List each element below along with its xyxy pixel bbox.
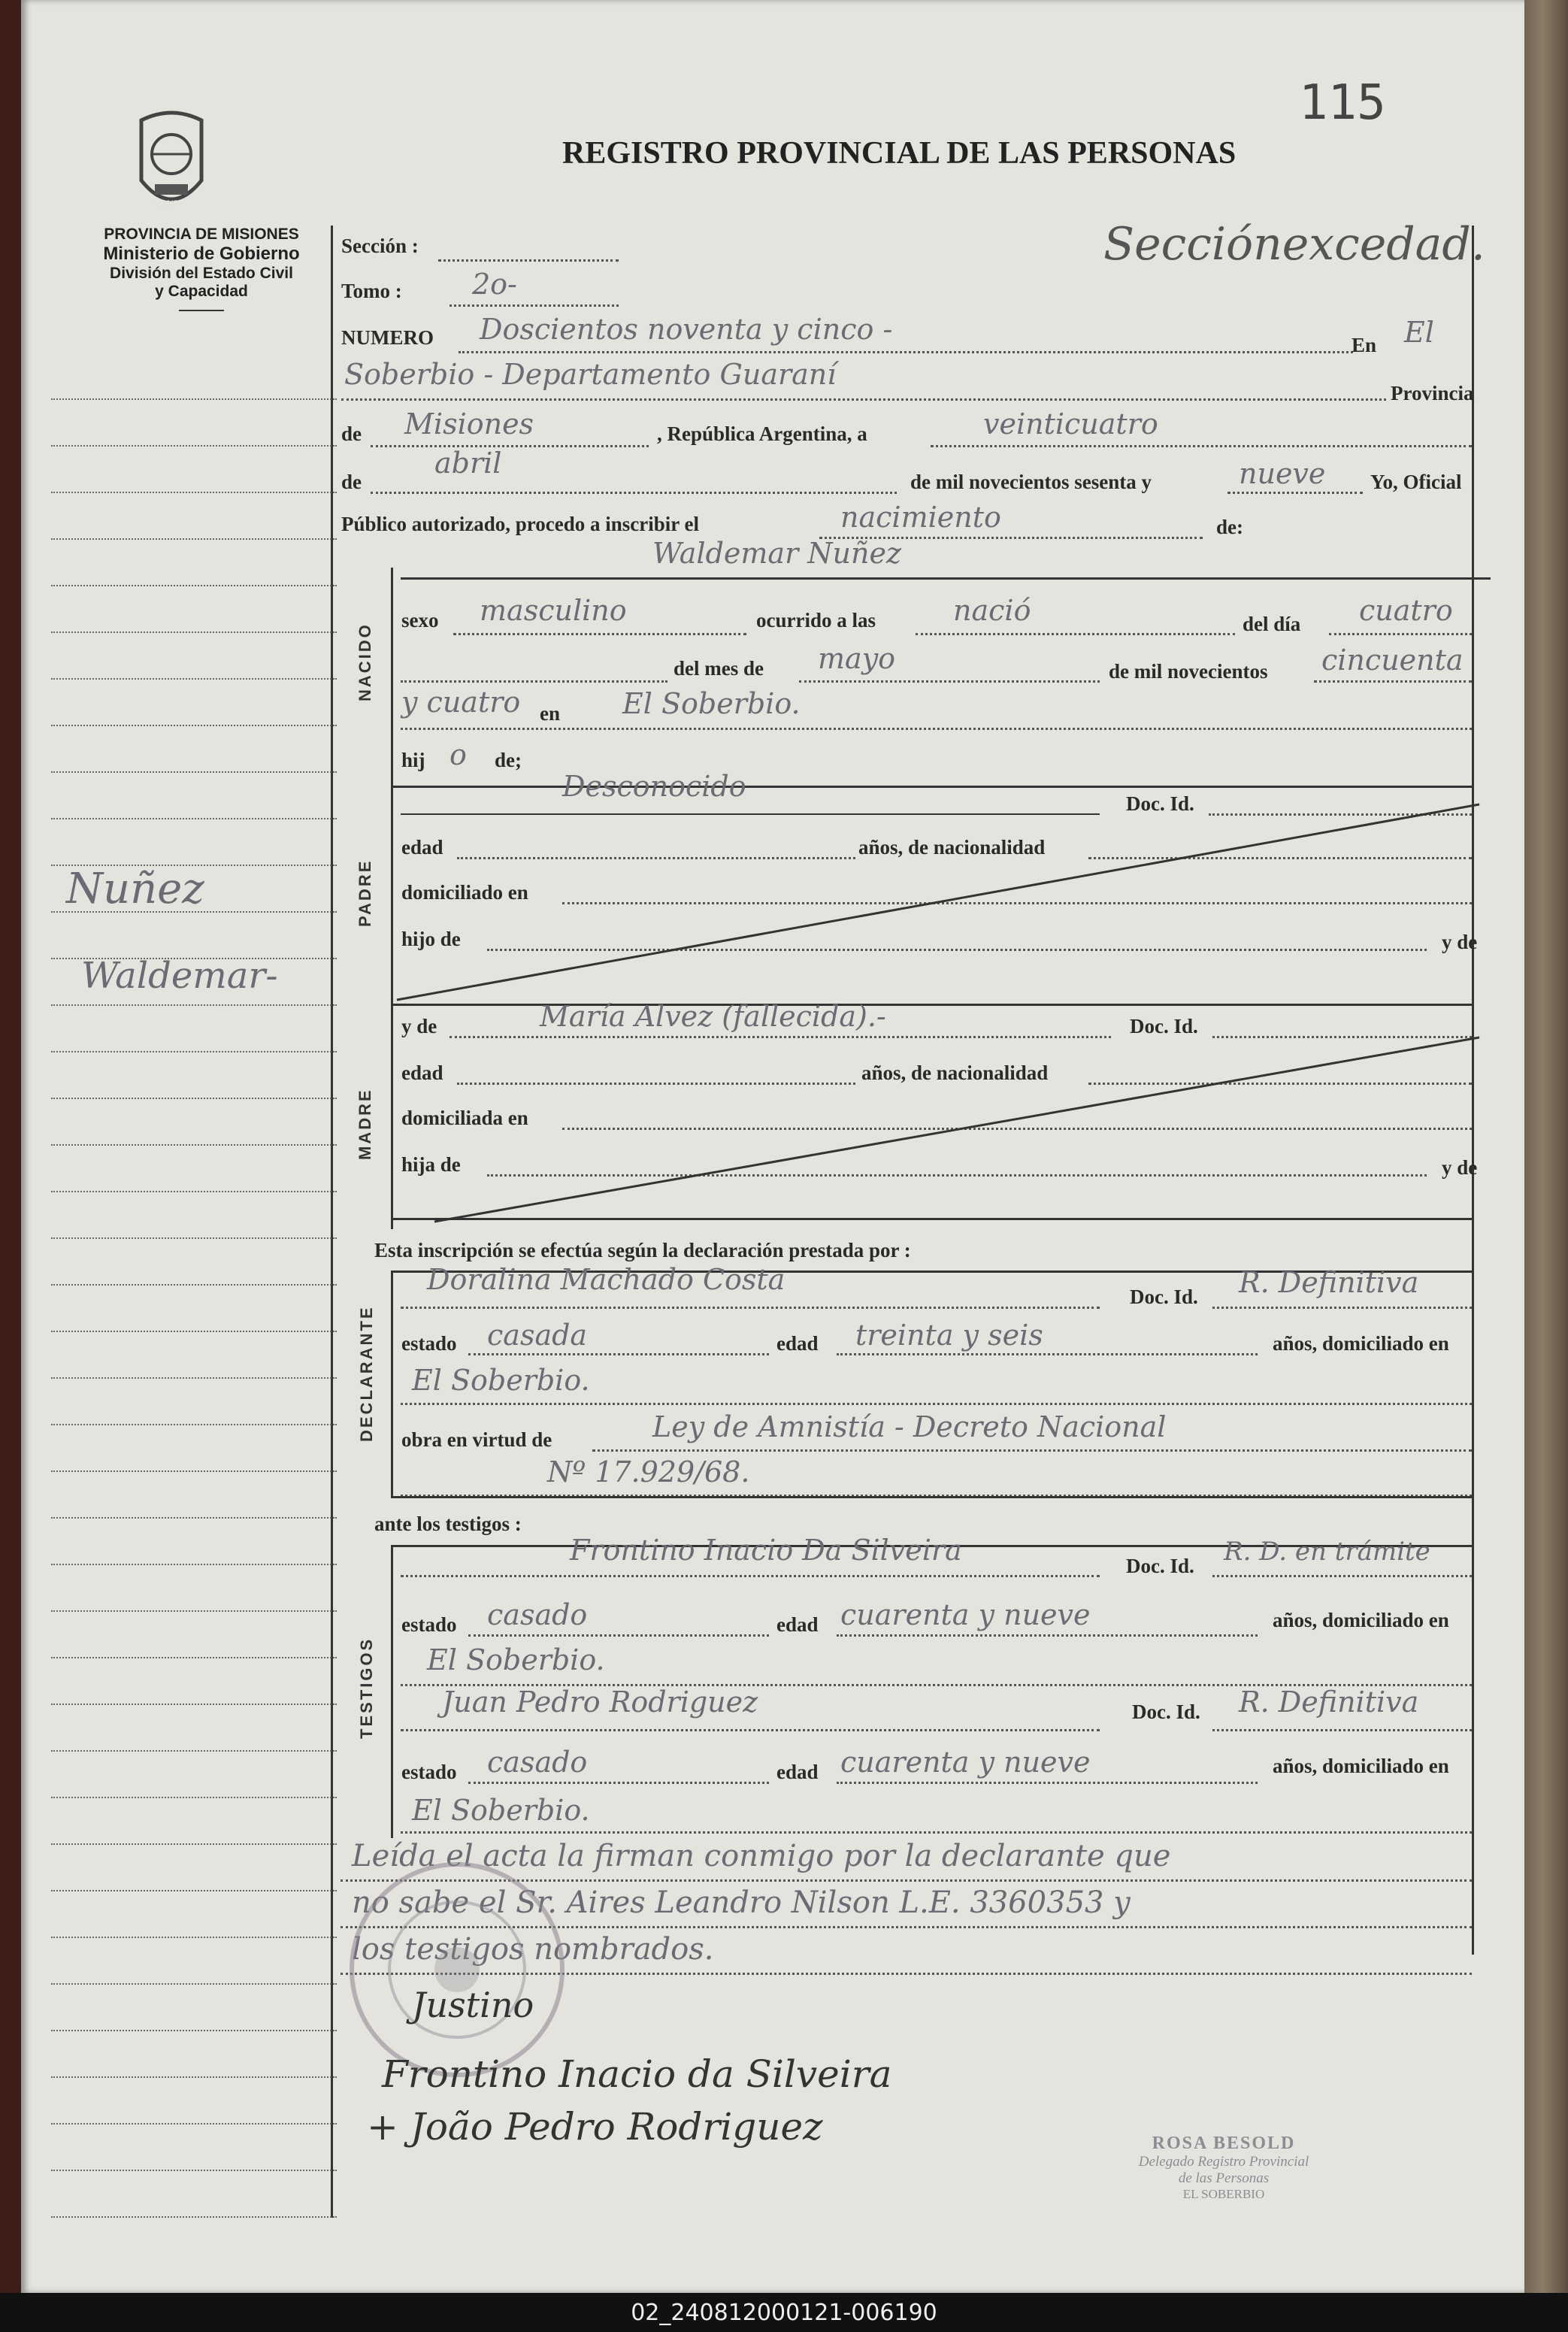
label-doc-id-declarante: Doc. Id. [1130,1286,1198,1308]
label-en-2: en [540,702,560,725]
label-en: En [1352,334,1377,356]
margin-dotted-line [51,1890,337,1891]
margin-dotted-line [51,1098,337,1099]
margin-dotted-line [51,865,337,866]
margin-dotted-line [51,2123,337,2125]
label-doc-id-testigo1: Doc. Id. [1126,1555,1194,1577]
label-ocurrido: ocurrido a las [756,609,876,631]
margin-dotted-line [51,538,337,540]
label-de-semicolon: de; [495,749,522,771]
value-mes-nac: mayo [818,642,896,675]
margin-dotted-line [51,631,337,633]
note-line-1: Leída el acta la firman conmigo por la declarante que [352,1839,1171,1873]
label-domiciliada-madre: domiciliada en [401,1107,528,1129]
margin-dotted-line [51,1237,337,1239]
margin-dotted-line [51,818,337,819]
margin-dotted-line [51,445,337,447]
stamp-line-4: EL SOBERBIO [1182,2187,1265,2201]
value-anio-nac-1: cincuenta [1321,644,1464,677]
value-provincia: Misiones [404,407,534,441]
value-declarante-edad: treinta y seis [855,1319,1043,1352]
value-lugar: Soberbio - Departamento Guaraní [344,358,837,391]
value-declarante: Doralina Machado Costa [427,1263,786,1296]
label-doc-id-madre: Doc. Id. [1130,1015,1198,1037]
office-block [51,226,352,311]
margin-dotted-line [51,1750,337,1752]
label-obra: obra en virtud de [401,1428,552,1451]
label-edad-testigo2: edad [776,1761,819,1783]
value-obra-1: Ley de Amnistía - Decreto Nacional [652,1410,1167,1443]
label-de-2: de [341,471,362,493]
label-anos-nac-padre: años, de nacionalidad [858,836,1046,859]
office-line-4: y Capacidad [155,283,248,300]
margin-dotted-line [51,1797,337,1798]
margin-dotted-line [51,1284,337,1286]
margin-dotted-line [51,771,337,773]
label-edad-declarante: edad [776,1332,819,1355]
label-edad-madre: edad [401,1062,443,1084]
margin-dotted-line [51,1564,337,1565]
value-nombre: Waldemar Nuñez [652,537,902,570]
margin-dotted-line [51,1004,337,1006]
top-signature: Secciónexcedad. [1103,218,1485,271]
label-edad-padre: edad [401,836,443,859]
label-inscripcion: Esta inscripción se efectúa según la declaración prestada por : [374,1239,911,1261]
book-edge [1518,0,1568,2293]
margin-dotted-line [51,1470,337,1472]
margin-name: Waldemar- [81,955,278,997]
signature-2: Frontino Inacio da Silveira [382,2052,892,2096]
label-de-colon: de: [1216,516,1243,538]
margin-dotted-line [51,1144,337,1146]
page-number: 115 [1299,75,1386,131]
note-line-3: los testigos nombrados. [352,1932,714,1967]
label-hija-de: hija de [401,1153,461,1176]
margin-dotted-line [51,2030,337,2031]
value-testigo1-estado: casado [487,1598,588,1631]
seal-text: MISIONES [141,198,186,209]
signature-3: + João Pedro Rodriguez [367,2105,823,2149]
label-hij: hij [401,749,425,771]
margin-surname: Nuñez [66,865,204,913]
label-edad-testigo1: edad [776,1613,819,1636]
value-anio-nac-2: y cuatro [401,686,521,719]
margin-dotted-line [51,1377,337,1379]
margin-dotted-line [51,585,337,586]
value-hora: nació [953,594,1031,627]
value-testigo1: Frontino Inacio Da Silveira [570,1534,962,1567]
form-border-left [331,226,333,2218]
margin-dotted-line [51,1424,337,1425]
margin-dotted-line [51,1657,337,1658]
margin-dotted-line [51,911,337,913]
value-testigo1-domicilio: El Soberbio. [427,1643,605,1676]
label-doc-id-testigo2: Doc. Id. [1132,1701,1200,1723]
section-testigos: TESTIGOS [357,1637,376,1739]
stamp-line-1: ROSA BESOLD [1152,2134,1296,2153]
value-dia-nac: cuatro [1359,594,1453,627]
label-estado-testigo1: estado [401,1613,457,1636]
value-hij-suffix: o [450,738,467,771]
margin-dotted-line [51,2076,337,2078]
value-padre: Desconocido [562,770,746,803]
margin-dotted-line [51,1610,337,1612]
note-line-2: no sabe el Sr. Aires Leandro Nilson L.E. 3360353 y [352,1885,1131,1920]
margin-dotted-line [51,1191,337,1192]
label-de-mil-sesenta: de mil novecientos sesenta y [910,471,1152,493]
value-lugar-nac: El Soberbio. [622,687,801,720]
margin-dotted-line [51,1983,337,1985]
signature-1: Justino [412,1985,534,2025]
madre-cancel-line [427,1030,1487,1233]
label-tomo: Tomo : [341,280,402,302]
margin-dotted-line [51,1937,337,1938]
margin-dotted-line [51,1331,337,1332]
value-testigo2-estado: casado [487,1746,588,1779]
value-en: El [1404,316,1434,349]
value-testigo2-edad: cuarenta y nueve [840,1746,1091,1779]
value-testigo2-doc: R. Definitiva [1239,1685,1419,1719]
label-anos-domiciliado-testigo2: años, domiciliado en [1273,1755,1449,1777]
label-doc-id-padre: Doc. Id. [1126,792,1194,815]
label-seccion: Sección : [341,235,419,257]
value-declarante-domicilio: El Soberbio. [412,1364,590,1397]
value-numero: Doscientos noventa y cinco - [480,313,893,346]
footer-id: 02_240812000121-006190 [0,2293,1568,2332]
section-madre: MADRE [356,1088,374,1160]
value-mes-inscripcion: abril [434,447,502,480]
value-testigo1-edad: cuarenta y nueve [840,1598,1091,1631]
value-dia-inscripcion: veinticuatro [983,407,1158,441]
register-page [21,0,1524,2293]
padre-cancel-line [389,797,1487,1015]
value-testigo1-doc: R. D. en trámite [1224,1537,1430,1567]
margin-dotted-line [51,1051,337,1052]
label-de-mil-novecientos: de mil novecientos [1109,660,1268,683]
label-y-de-padre: y de [1442,931,1478,953]
label-anos-domiciliado-testigo1: años, domiciliado en [1273,1609,1449,1631]
office-line-1: PROVINCIA DE MISIONES [104,226,299,243]
margin-dotted-line [51,725,337,726]
label-y-de-madre: y de [401,1015,437,1037]
value-sexo: masculino [480,594,627,627]
label-numero: NUMERO [341,326,434,349]
section-padre: PADRE [356,859,374,927]
margin-dotted-line [51,958,337,959]
margin-dotted-line [51,492,337,493]
office-line-3: División del Estado Civil [110,265,293,282]
label-hijo-de: hijo de [401,928,461,950]
section-nacido: NACIDO [356,622,374,701]
label-y-de-madre-2: y de [1442,1156,1478,1179]
value-obra-2: Nº 17.929/68. [547,1455,750,1489]
margin-dotted-line [51,2170,337,2171]
office-line-2: Ministerio de Gobierno [103,244,300,264]
margin-dotted-line [51,1704,337,1705]
margin-dotted-line [51,1517,337,1519]
label-anos-domiciliado-declarante: años, domiciliado en [1273,1332,1449,1355]
value-tomo: 2o- [472,268,517,301]
label-anos-nac-madre: años, de nacionalidad [861,1062,1049,1084]
margin-dotted-line [51,1843,337,1845]
value-acto: nacimiento [840,501,1001,534]
value-testigo2: Juan Pedro Rodriguez [442,1685,758,1719]
value-declarante-doc: R. Definitiva [1239,1266,1419,1299]
label-del-mes: del mes de [674,657,764,680]
margin-dotted-line [51,2216,337,2218]
label-republica: , República Argentina, a [657,422,867,445]
delegate-stamp [1103,2134,1344,2202]
label-publico: Público autorizado, procedo a inscribir el [341,513,699,535]
label-estado-testigo2: estado [401,1761,457,1783]
label-ante: ante los testigos : [374,1513,522,1535]
label-provincia: Provincia [1391,382,1474,404]
label-del-dia: del día [1243,613,1301,635]
stamp-line-3: de las Personas [1178,2170,1270,2186]
page-title: REGISTRO PROVINCIAL DE LAS PERSONAS [562,136,1237,171]
stamp-line-2: Delegado Registro Provincial [1138,2154,1309,2170]
label-domiciliado-padre: domiciliado en [401,881,528,904]
value-testigo2-domicilio: El Soberbio. [412,1794,590,1827]
section-declarante: DECLARANTE [357,1305,376,1442]
value-madre: María Alvez (fallecida).- [540,1000,886,1033]
label-yo-oficial: Yo, Oficial [1370,471,1462,493]
label-sexo: sexo [401,609,439,631]
value-anio: nueve [1239,457,1326,490]
label-estado-declarante: estado [401,1332,457,1355]
label-de-1: de [341,422,362,445]
value-declarante-estado: casada [487,1319,588,1352]
margin-dotted-line [51,398,337,400]
margin-dotted-line [51,678,337,680]
